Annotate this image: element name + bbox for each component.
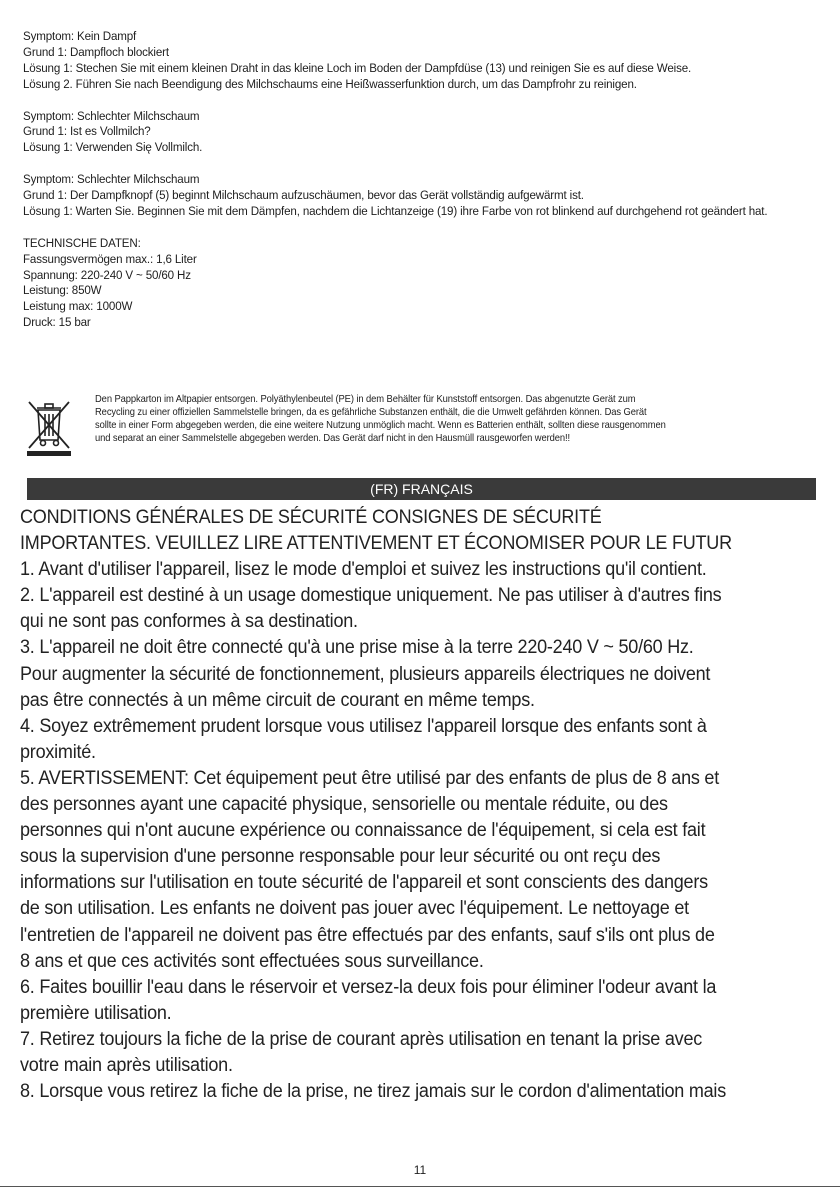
disposal-line: Den Pappkarton im Altpapier entsorgen. Polyäthylenbeutel (PE) in dem Behälter für Kunststoff entsorgen. Das abgenutzte Gerät zum	[95, 394, 636, 405]
french-text-line: de son utilisation. Les enfants ne doivent pas jouer avec l'équipement. Le nettoyage et	[20, 897, 689, 920]
troubleshoot-block-no-steam	[23, 29, 779, 93]
french-text-line: 6. Faites bouillir l'eau dans le réservoir et versez-la deux fois pour éliminer l'odeur avant la	[20, 975, 717, 998]
crossed-out-wheelie-bin-icon	[23, 396, 75, 458]
disposal-notice	[95, 394, 802, 446]
text-line: Grund 1: Ist es Vollmilch?	[23, 124, 151, 139]
text-line: Lösung 1: Stechen Sie mit einem kleinen Draht in das kleine Loch im Boden der Dampfdüse (13) und reinigen Sie es auf diese Weise.	[23, 60, 692, 75]
french-text-line: des personnes ayant une capacité physique, sensorielle ou mentale réduite, ou des	[20, 793, 668, 816]
disposal-line: Recycling zu einer offiziellen Sammelstelle bringen, da es gefährliche Substanzen enthält, die die Umwelt gefährden können. Das Gerät	[95, 406, 647, 418]
french-heading-line: IMPORTANTES. VEUILLEZ LIRE ATTENTIVEMENT ET ÉCONOMISER POUR LE FUTUR	[20, 532, 732, 555]
technical-line: Fassungsvermögen max.: 1,6 Liter	[23, 251, 197, 266]
german-troubleshooting-section	[23, 29, 779, 331]
text-line: Lösung 1: Verwenden Się Vollmilch.	[23, 140, 203, 155]
french-text-line: 3. L'appareil ne doit être connecté qu'à une prise mise à la terre 220-240 V ~ 50/60 Hz.	[20, 636, 694, 659]
french-text-line: 8. Lorsque vous retirez la fiche de la prise, ne tirez jamais sur le cordon d'alimentation mais	[20, 1080, 726, 1103]
disposal-line: und separat an einer Sammelstelle abgegeben werden. Das Gerät darf nicht in den Hausmüll rausgeworfen werden!!	[95, 432, 571, 444]
technical-heading: TECHNISCHE DATEN:	[23, 235, 141, 250]
french-heading-line: CONDITIONS GÉNÉRALES DE SÉCURITÉ CONSIGNES DE SÉCURITÉ	[20, 506, 602, 528]
french-text-line: informations sur l'utilisation en toute sécurité de l'appareil et sont conscients des dangers	[20, 871, 708, 894]
technical-line: Spannung: 220-240 V ~ 50/60 Hz	[23, 267, 191, 282]
french-text-line: Pour augmenter la sécurité de fonctionnement, plusieurs appareils électriques ne doivent	[20, 662, 711, 685]
french-text-line: qui ne sont pas conformes à sa destination.	[20, 610, 358, 633]
french-text-line: l'entretien de l'appareil ne doivent pas être effectués par des enfants, sauf s'ils ont plus de	[20, 923, 715, 946]
french-text-line: 4. Soyez extrêmement prudent lorsque vous utilisez l'appareil lorsque des enfants sont à	[20, 714, 707, 737]
french-text-line: sous la supervision d'une personne responsable pour leur sécurité ou ont reçu des	[20, 845, 661, 868]
french-safety-section	[20, 504, 765, 1104]
text-line: Grund 1: Dampfloch blockiert	[23, 44, 169, 59]
french-text-line: 7. Retirez toujours la fiche de la prise de courant après utilisation en tenant la prise avec	[20, 1027, 703, 1050]
french-text-line: première utilisation.	[20, 1001, 172, 1024]
text-line: Lösung 1: Warten Sie. Beginnen Sie mit dem Dämpfen, nachdem die Lichtanzeige (19) ihre Farbe von rot blinkend auf durchgehend rot geändert hat.	[23, 203, 768, 218]
french-text-line: pas être connectés à un même circuit de courant en même temps.	[20, 688, 535, 711]
page-number: 11	[413, 1163, 427, 1177]
french-text-line: 8 ans et que ces activités sont effectuées sous surveillance.	[20, 949, 484, 972]
technical-line: Druck: 15 bar	[23, 315, 91, 330]
text-line: Symptom: Kein Dampf	[23, 29, 137, 43]
language-section-banner: (FR) FRANÇAIS	[27, 478, 816, 500]
text-line: Symptom: Schlechter Milchschaum	[23, 108, 200, 123]
troubleshoot-block-milk-foam-1	[23, 109, 779, 157]
footer-rule	[0, 1186, 840, 1187]
technical-line: Leistung max: 1000W	[23, 299, 133, 314]
troubleshoot-block-milk-foam-2	[23, 172, 779, 220]
technical-line: Leistung: 850W	[23, 283, 102, 298]
text-line: Symptom: Schlechter Milchschaum	[23, 172, 200, 187]
french-text-line: personnes qui n'ont aucune expérience ou connaissance de l'équipement, si cela est fait	[20, 819, 706, 842]
text-line: Grund 1: Der Dampfknopf (5) beginnt Milchschaum aufzuschäumen, bevor das Gerät vollständig aufgewärmt ist.	[23, 188, 584, 203]
french-text-line: votre main après utilisation.	[20, 1053, 233, 1076]
text-line: Lösung 2. Führen Sie nach Beendigung des Milchschaums eine Heißwasserfunktion durch, um das Dampfrohr zu reinigen.	[23, 76, 637, 91]
french-text-line: 2. L'appareil est destiné à un usage domestique uniquement. Ne pas utiliser à d'autres fins	[20, 584, 722, 607]
french-text-line: 5. AVERTISSEMENT: Cet équipement peut être utilisé par des enfants de plus de 8 ans et	[20, 766, 720, 789]
french-text-line: 1. Avant d'utiliser l'appareil, lisez le mode d'emploi et suivez les instructions qu'il contient.	[20, 558, 707, 581]
french-text-line: proximité.	[20, 740, 96, 763]
technical-data	[23, 236, 779, 331]
disposal-line: sollte in einer Form abgegeben werden, die eine weitere Nutzung unmöglich macht. Wenn es Batterien enthält, sollten diese rausgenommen	[95, 419, 666, 431]
